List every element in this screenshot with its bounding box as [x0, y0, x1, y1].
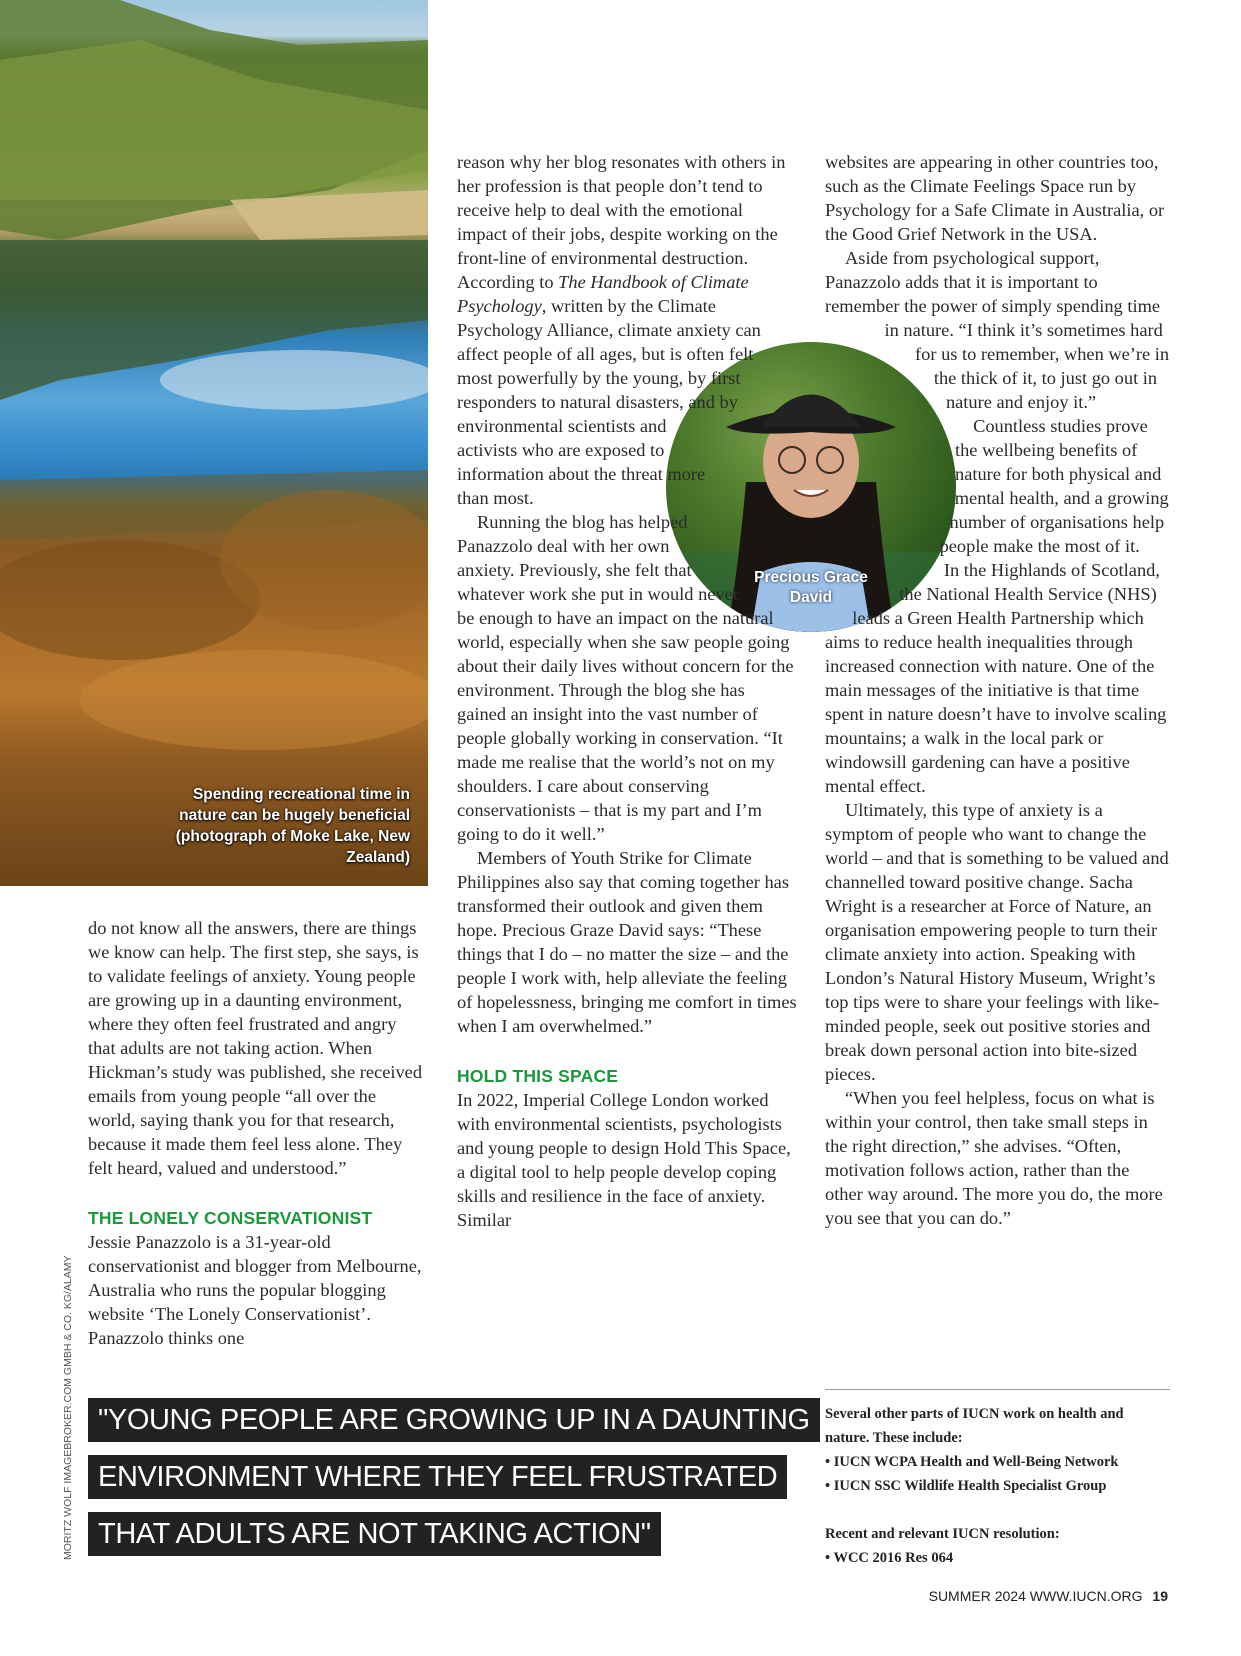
page-number: 19	[1152, 1588, 1168, 1604]
paragraph: Members of Youth Strike for Climate Philippines also say that coming together has transformed their outlook and given them hope. Precious Graze David says: “These things that I do – no matter the size – and the people I work with, help alleviate the feeling of hopelessness, bringing me comfort in times when I am overwhelmed.”	[457, 848, 797, 1036]
section-heading-hold-this-space: HOLD THIS SPACE	[457, 1066, 619, 1086]
landscape-illustration	[0, 0, 428, 886]
paragraph: Ultimately, this type of anxiety is a symptom of people who want to change the world – and that is something to be valued and channelled toward positive change. Sacha Wright is a researcher at Force of Nature, an organisation empowering people to turn their climate anxiety into action. Speaking with London’s Natural History Museum, Wright’s top tips were to share your feelings with like-minded people, seek out positive stories and break down personal action into bite-sized pieces.	[825, 800, 1169, 1084]
list-item: • IUCN WCPA Health and Well-Being Network	[825, 1450, 1170, 1474]
paragraph: reason why her blog resonates with others in her profession is that people don’t tend to receive help to deal with the emotional impact of their jobs, despite working on the front-line of environmental destruction. According to The Handbook of Climate Psychology, written by the Climate Psychology Alliance, climate anxiety can affect people of all ages, but is often felt most powerfully by the young, by first responders to natural disasters, and by environmental scientists and activists who are exposed to information about the threat more than most.	[457, 152, 786, 508]
paragraph: “When you feel helpless, focus on what is within your control, then take small steps in the right direction,” she advises. “Often, motivation follows action, rather than the other way around. The more you do, the more you see that you can do.”	[825, 1088, 1163, 1228]
section-heading-lonely-conservationist: THE LONELY CONSERVATIONIST	[88, 1208, 373, 1228]
pull-quote	[88, 1398, 848, 1569]
paragraph: websites are appearing in other countries too, such as the Climate Feelings Space run by Psychology for a Safe Climate in Australia, or the Good Grief Network in the USA.	[825, 152, 1165, 244]
resolution-heading: Recent and relevant IUCN resolution:	[825, 1526, 1060, 1542]
issue-label: SUMMER 2024	[928, 1588, 1026, 1604]
paragraph: Countless studies prove the wellbeing benefits of nature for both physical and mental health, and a growing number of organisations help people make the most of it.	[939, 416, 1169, 556]
book-title: The Handbook of Climate Psychology	[457, 272, 749, 316]
paragraph: In the Highlands of Scotland, the National Health Service (NHS) leads a Green Health Partnership which aims to reduce health inequalities through increased connection with nature. One of the main messages of the initiative is that time spent in nature doesn’t have to involve scaling mountains; a walk in the local park or windowsill gardening can have a positive mental effect.	[825, 560, 1167, 796]
paragraph: In 2022, Imperial College London worked with environmental scientists, psychologists and young people to design Hold This Space, a digital tool to help people develop coping skills and resilience in the face of anxiety. Similar	[457, 1090, 791, 1230]
column-3	[825, 150, 1170, 1230]
pull-quote-line: "YOUNG PEOPLE ARE GROWING UP IN A DAUNTING	[88, 1398, 820, 1442]
list-item: • WCC 2016 Res 064	[825, 1546, 1170, 1570]
pull-quote-line: ENVIRONMENT WHERE THEY FEEL FRUSTRATED	[88, 1455, 787, 1499]
column-2	[457, 150, 797, 1232]
related-list	[825, 1450, 1170, 1498]
portrait-caption: Precious Grace David	[754, 569, 868, 606]
moke-lake-photo	[0, 0, 428, 886]
paragraph: do not know all the answers, there are things we know can help. The first step, she says, is to validate feelings of anxiety. Young people are growing up in a daunting environment, where they often feel frustrated and angry that adults are not taking action. When Hickman’s study was published, she received emails from young people “all over the world, saying thank you for that research, because it made them feel less alone. They felt heard, valued and understood.”	[88, 918, 423, 1178]
related-work-box	[825, 1389, 1170, 1570]
column-1	[88, 916, 428, 1350]
paragraph: Aside from psychological support, Panazzolo adds that it is important to remember the power of simply spending time in nature. “I think it’s sometimes hard for us to remember, when we’re in the thick of it, to just go out in nature and enjoy it.”	[825, 248, 1170, 412]
sidebar-intro: Several other parts of IUCN work on health and nature. These include:	[825, 1406, 1124, 1446]
paragraph: Jessie Panazzolo is a 31-year-old conservationist and blogger from Melbourne, Australia who runs the popular blogging website ‘The Lonely Conservationist’. Panazzolo thinks one	[88, 1232, 422, 1348]
photo-caption: Spending recreational time in nature can be hugely beneficial (photograph of Moke Lake, New Zealand)	[175, 786, 410, 866]
page-footer	[929, 1588, 1168, 1604]
pull-quote-line: THAT ADULTS ARE NOT TAKING ACTION"	[88, 1512, 661, 1556]
paragraph: Running the blog has helped Panazzolo deal with her own anxiety. Previously, she felt that whatever work she put in would never be enough to have an impact on the natural world, especially when she saw people going about their daily lives without concern for the environment. Through the blog she has gained an insight into the vast number of people globally working in conservation. “It made me realise that the world’s not on my shoulders. I care about conserving conservationists – that is my part and I’m going to do it well.”	[457, 512, 794, 844]
website-link[interactable]: WWW.IUCN.ORG	[1029, 1588, 1143, 1604]
resolution-list	[825, 1546, 1170, 1570]
photo-credit: MORITZ WOLF IMAGEBROKER.COM GMBH & CO. KG/ALAMY	[62, 1255, 74, 1560]
list-item: • IUCN SSC Wildlife Health Specialist Group	[825, 1474, 1170, 1498]
